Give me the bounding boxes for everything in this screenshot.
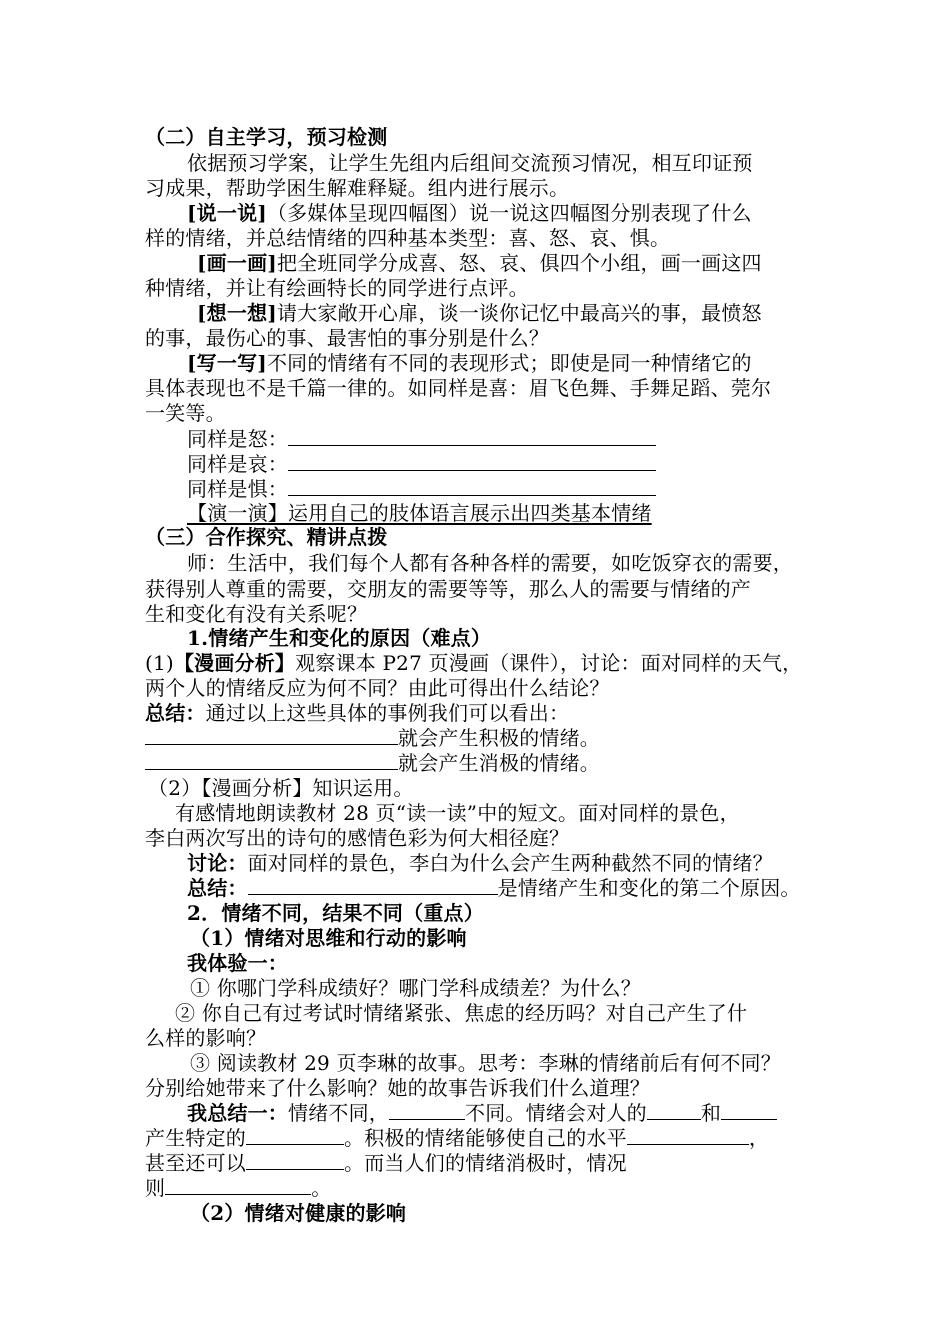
activity-text: 把全班同学分成喜、怒、哀、俱四个小组，画一画这四 — [276, 251, 762, 275]
conclusion-line — [145, 1125, 769, 1151]
activity-tag: 【漫画分析】 — [173, 651, 296, 675]
conclusion-text: 。而当人们的情绪消极时，情况 — [344, 1151, 627, 1175]
activity-write — [187, 350, 752, 376]
subheading: 1.情绪产生和变化的原因（难点） — [187, 626, 492, 650]
question-item: ② 你自己有过考试时情绪紧张、焦虑的经历吗？对自己产生了什 — [175, 1001, 748, 1025]
summary-line — [145, 700, 569, 726]
question-item: ① 你哪门学科成绩好？哪门学科成绩差？为什么？ — [190, 976, 641, 1000]
activity-text: 知识运用。 — [312, 776, 414, 800]
activity-think — [197, 300, 762, 326]
fill-line — [187, 426, 656, 452]
conclusion-text: 则 — [145, 1176, 166, 1200]
item-number: (1) — [145, 651, 174, 675]
fill-line — [187, 476, 656, 502]
paragraph-line: 的事，最伤心的事、最害怕的事分别是什么？ — [145, 326, 549, 350]
discussion-text: 面对同样的景色，李白为什么会产生两种截然不同的情绪？ — [247, 851, 773, 875]
activity-tag: [写一写] — [187, 351, 267, 375]
paragraph-line: 具体表现也不是千篇一律的。如同样是喜：眉飞色舞、手舞足蹈、莞尔 — [145, 376, 772, 400]
activity-say — [187, 200, 752, 226]
subheading: 2．情绪不同，结果不同（重点） — [187, 901, 484, 925]
paragraph-line: 分别给她带来了什么影响？她的故事告诉我们什么道理？ — [145, 1076, 650, 1100]
fill-text: 就会产生积极的情绪。 — [398, 726, 600, 750]
conclusion-line — [145, 1150, 627, 1176]
experience-label: 我体验一： — [187, 951, 288, 975]
conclusion-text: 产生特定的 — [145, 1126, 246, 1150]
section-heading: （二）自主学习，预习检测 — [145, 125, 388, 149]
activity-text: （多媒体呈现四幅图）说一说这四幅图分别表现了什么 — [266, 201, 752, 225]
conclusion-text: 。积极的情绪能够使自己的水平 — [344, 1126, 627, 1150]
question-item: ③ 阅读教材 29 页李琳的故事。思考：李琳的情绪前后有何不同？ — [190, 1051, 781, 1075]
section-heading: （三）合作探究、精讲点拨 — [145, 525, 388, 549]
paragraph-line: 种情绪，并让有绘画特长的同学进行点评。 — [145, 276, 529, 300]
activity-tag: [说一说] — [187, 201, 267, 225]
blank-field[interactable] — [145, 751, 398, 770]
blank-field[interactable] — [288, 477, 656, 496]
activity-draw — [197, 250, 762, 276]
item-number: （2） — [148, 776, 202, 800]
summary-line — [187, 875, 801, 901]
activity-tag: [想一想] — [197, 301, 277, 325]
discussion-line — [187, 850, 773, 876]
fill-label: 同样是惧： — [187, 477, 288, 501]
blank-field[interactable] — [721, 1101, 777, 1120]
blank-field[interactable] — [246, 1126, 344, 1145]
summary-text: 通过以上这些具体的事例我们可以看出： — [205, 701, 570, 725]
conclusion-text: 不同。情绪会对人的 — [465, 1101, 647, 1125]
paragraph-line: 生和变化有没有关系呢？ — [145, 602, 368, 626]
paragraph-line: 有感情地朗读教材 28 页“读一读”中的短文。面对同样的景色， — [175, 801, 740, 825]
blank-field[interactable] — [627, 1126, 749, 1145]
activity-text: 观察课本 P27 页漫画（课件），讨论：面对同样的天气， — [295, 651, 803, 675]
conclusion-line — [187, 1100, 777, 1126]
conclusion-line — [145, 1175, 331, 1201]
paragraph-line: 获得别人尊重的需要，交朋友的需要等等，那么人的需要与情绪的产 — [145, 577, 751, 601]
blank-field[interactable] — [248, 876, 498, 895]
activity-tag: 【漫画分析】 — [201, 776, 313, 800]
fill-line — [187, 451, 656, 477]
fill-label: 同样是哀： — [187, 452, 288, 476]
blank-field[interactable] — [389, 1101, 465, 1120]
paragraph-line: 李白两次写出的诗句的感情色彩为何大相径庭？ — [145, 826, 570, 850]
fill-line — [145, 725, 600, 751]
blank-field[interactable] — [165, 1176, 311, 1195]
paragraph-line: 样的情绪，并总结情绪的四种基本类型：喜、怒、哀、惧。 — [145, 226, 671, 250]
paragraph-line: 师：生活中，我们每个人都有各种各样的需要，如吃饭穿衣的需要， — [187, 551, 793, 575]
blank-field[interactable] — [145, 726, 398, 745]
conclusion-text: 情绪不同， — [288, 1101, 389, 1125]
conclusion-text: 甚至还可以 — [145, 1151, 246, 1175]
paragraph-line: 一笑等。 — [145, 401, 226, 425]
subheading: （2）情绪对健康的影响 — [190, 1201, 407, 1225]
subheading: （1）情绪对思维和行动的影响 — [190, 926, 467, 950]
fill-line — [145, 750, 600, 776]
activity-text: 不同的情绪有不同的表现形式；即使是同一种情绪它的 — [266, 351, 752, 375]
paragraph-line: 习成果，帮助学困生解难释疑。组内进行展示。 — [145, 176, 570, 200]
conclusion-text: 和 — [700, 1101, 722, 1125]
blank-field[interactable] — [288, 452, 656, 471]
activity-tag: [画一画] — [197, 251, 277, 275]
blank-field[interactable] — [647, 1101, 701, 1120]
activity-act: 【演一演】运用自己的肢体语言展示出四类基本情绪 — [187, 501, 652, 525]
summary-label: 总结： — [187, 876, 248, 900]
conclusion-text: ， — [748, 1126, 770, 1150]
comic-analysis-1 — [145, 650, 802, 676]
activity-text: 请大家敞开心扉，谈一谈你记忆中最高兴的事，最愤怒 — [276, 301, 762, 325]
paragraph-line: 两个人的情绪反应为何不同？由此可得出什么结论？ — [145, 676, 610, 700]
fill-label: 同样是怒： — [187, 427, 288, 451]
blank-field[interactable] — [288, 427, 656, 446]
paragraph-line: 么样的影响？ — [145, 1026, 267, 1050]
blank-field[interactable] — [246, 1151, 344, 1170]
conclusion-text: 。 — [311, 1176, 332, 1200]
paragraph-line: 依据预习学案，让学生先组内后组间交流预习情况，相互印证预 — [187, 151, 753, 175]
fill-text: 就会产生消极的情绪。 — [398, 751, 600, 775]
summary-label: 总结： — [145, 701, 206, 725]
conclusion-label: 我总结一： — [187, 1101, 288, 1125]
summary-text: 是情绪产生和变化的第二个原因。 — [497, 876, 801, 900]
comic-analysis-2 — [148, 775, 414, 801]
discussion-label: 讨论： — [187, 851, 248, 875]
